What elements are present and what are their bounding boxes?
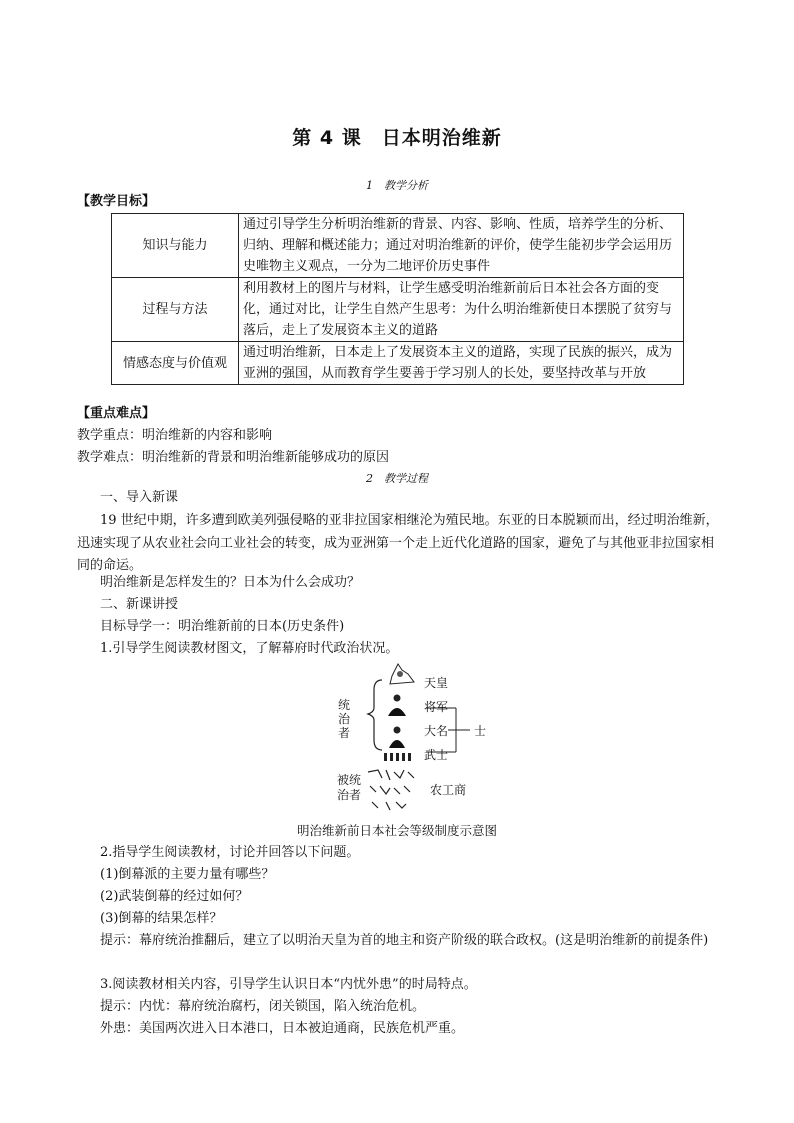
key-difficult-heading: 【重点难点】 — [77, 406, 156, 421]
question-two: (2)武装倒幕的经过如何？ — [100, 889, 249, 904]
hint-two: 提示：内忧：幕府统治腐朽，闭关锁国，陷入统治危机。 — [100, 999, 426, 1014]
intro-question: 明治维新是怎样发生的？日本为什么会成功？ — [100, 575, 361, 590]
page-title: 第 4 课 日本明治维新 — [292, 127, 502, 149]
guide-one: 目标导学一：明治维新前的日本(历史条件) — [100, 619, 345, 634]
intro-heading: 一、导入新课 — [100, 490, 179, 505]
goal-value: 通过引导学生分析明治维新的背景、内容、影响、性质，培养学生的分析、归纳、理解和概述能力；通过对明治维新的评价，使学生能初步学会运用历史唯物主义观点，一分为二地评价历史事件 — [239, 214, 684, 278]
goal-value: 利用教材上的图片与材料，让学生感受明治维新前后日本社会各方面的变化，通过对比，让学生自然产生思考：为什么明治维新使日本摆脱了贫穷与落后，走上了发展资本主义的道路 — [239, 278, 684, 342]
goals-table — [111, 213, 684, 385]
hint-one: 提示：幕府统治推翻后，建立了以明治天皇为首的地主和资产阶级的联合政权。(这是明治维新的前提条件) — [100, 933, 709, 948]
new-lesson-heading: 二、新课讲授 — [100, 597, 179, 612]
goal-value: 通过明治维新，日本走上了发展资本主义的道路，实现了民族的振兴，成为亚洲的强国，从而教育学生要善于学习别人的长处，要坚持改革与开放 — [239, 342, 684, 385]
daimyo-figure-icon — [389, 727, 405, 749]
goal-key: 知识与能力 — [112, 214, 239, 278]
samurai-label: 武士 — [424, 748, 449, 762]
table-row — [112, 342, 684, 385]
question-three: (3)倒幕的结果怎样？ — [100, 911, 223, 926]
shogun-figure-icon — [388, 695, 406, 717]
table-row — [112, 214, 684, 278]
goals-heading: 【教学目标】 — [77, 194, 156, 209]
emperor-figure-icon — [390, 664, 414, 684]
shi-label: 士 — [474, 724, 487, 738]
table-row — [112, 278, 684, 342]
step-three: 3.阅读教材相关内容，引导学生认识日本“内忧外患”的时局特点。 — [100, 977, 477, 992]
goal-key: 情感态度与价值观 — [112, 342, 239, 385]
difficult-point: 教学难点：明治维新的背景和明治维新能够成功的原因 — [77, 450, 390, 465]
intro-paragraph: 19 世纪中期，许多遭到欧美列强侵略的亚非拉国家相继沦为殖民地。东亚的日本脱颖而出，经过明治维新，迅速实现了从农业社会向工业社会的转变，成为亚洲第一个走上近代化道路的国家，避免了与其他亚非拉国家相同的命运。 — [77, 513, 719, 573]
ruled-label: 被统治者 — [337, 773, 362, 802]
diagram-caption: 明治维新前日本社会等级制度示意图 — [296, 823, 497, 838]
hint-three: 外患：美国两次进入日本港口，日本被迫通商，民族危机严重。 — [100, 1021, 465, 1036]
section-teaching-process: 2 教学过程 — [366, 472, 428, 485]
shogun-label: 将军 — [424, 700, 449, 714]
key-point: 教学重点：明治维新的内容和影响 — [77, 428, 273, 443]
step-one: 1.引导学生阅读教材图文，了解幕府时代政治状况。 — [100, 641, 399, 656]
commoner-figures-icon — [368, 770, 414, 810]
rulers-label: 统治者 — [338, 698, 351, 740]
emperor-label: 天皇 — [424, 676, 449, 690]
goal-key: 过程与方法 — [112, 278, 239, 342]
commoners-label: 农工商 — [430, 783, 467, 797]
section-teaching-analysis: 1 教学分析 — [366, 179, 428, 192]
step-two: 2.指导学生阅读教材，讨论并回答以下问题。 — [100, 845, 360, 860]
samurai-figures-icon — [384, 753, 411, 761]
daimyo-label: 大名 — [424, 724, 449, 738]
question-one: (1)倒幕派的主要力量有哪些？ — [100, 867, 275, 882]
